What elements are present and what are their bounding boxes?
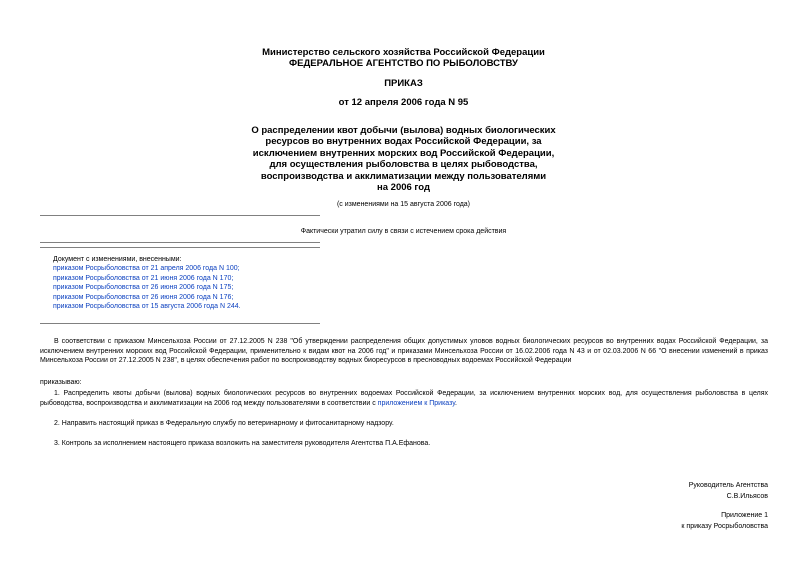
amendment-link[interactable]: приказом Росрыболовства от 21 июня 2006 года N 170; — [53, 274, 234, 282]
appendix-line: Приложение 1 — [721, 512, 768, 519]
title-line: О распределении квот добычи (вылова) водных биологических — [251, 125, 556, 136]
invalid-note: Фактически утратил силу в связи с истечением срока действия — [300, 228, 507, 235]
title-line: на 2006 год — [377, 182, 430, 194]
amended-note: (с изменениями на 15 августа 2006 года) — [336, 201, 471, 208]
divider — [40, 242, 320, 243]
agency-name: ФЕДЕРАЛЬНОЕ АГЕНТСТВО ПО РЫБОЛОВСТВУ — [289, 58, 518, 69]
title-line: ресурсов во внутренних водах Российской Федерации, за — [265, 136, 542, 148]
changes-block — [53, 255, 241, 311]
appendix-link[interactable]: приложением к Приказу — [377, 399, 456, 407]
order-item-1 — [40, 389, 768, 408]
document-title — [0, 125, 807, 193]
order-word: приказываю: — [40, 379, 82, 386]
appendix-line: к приказу Росрыболовства — [681, 522, 768, 530]
order-item-1-end: . — [455, 399, 457, 407]
order-item-3: 3. Контроль за исполнением настоящего приказа возложить на заместителя руководителя Агентства П.А.Ефанова. — [54, 440, 431, 447]
amendment-link[interactable]: приказом Росрыболовства от 15 августа 2006 года N 244. — [53, 303, 241, 311]
title-line: исключением внутренних морских вод Российской Федерации, — [252, 147, 555, 159]
divider — [40, 323, 320, 324]
signature-block — [689, 481, 768, 502]
divider — [40, 215, 320, 216]
amendment-link[interactable]: приказом Росрыболовства от 26 июня 2006 года N 176; — [53, 293, 234, 301]
order-item-2: 2. Направить настоящий приказ в Федеральную службу по ветеринарному и фитосанитарному надзору. — [54, 420, 394, 427]
amendment-link[interactable]: приказом Росрыболовства от 21 апреля 2006 года N 100; — [53, 265, 240, 273]
amendment-link[interactable]: приказом Росрыболовства от 26 июня 2006 года N 175; — [53, 284, 234, 292]
document-type: ПРИКАЗ — [384, 78, 423, 89]
divider — [40, 247, 320, 248]
document-date-number: от 12 апреля 2006 года N 95 — [338, 97, 469, 108]
appendix-reference — [681, 511, 768, 532]
title-line: для осуществления рыболовства в целях рыбоводства, — [269, 159, 538, 171]
preamble-paragraph: В соответствии с приказом Минсельхоза России от 27.12.2005 N 238 "Об утверждении распределения общих допустимых уловов водных биологических ресурсов во внутренних водах Российской Федерации, за исключением внутренних морских вод Российской Федерации, применительно к видам квот на 2006 год" и приказами Минсельхоза России от 16.02.2006 года N 43 и от 02.03.2006 N 66 "О внесении изменений в приказ Минсельхоза России от 27.12.2005 N 238", в целях обеспечения работ по воспроизводству водных биоресурсов в пресноводных водоемах Российской Федерации — [40, 338, 768, 365]
order-item-1-text: 1. Распределить квоты добычи (вылова) водных биологических ресурсов во внутренних водоемах Российской Федерации, за исключением внутренних морских вод, для осуществления рыболовства в целях рыбоводства, воспроизводства и акклиматизации на 2006 год между пользователями в соответствии с — [40, 390, 768, 407]
signature-name: С.В.Ильясов — [726, 492, 768, 500]
signature-position: Руководитель Агентства — [688, 482, 768, 489]
ministry-name: Министерство сельского хозяйства Российской Федерации — [262, 47, 545, 58]
title-line: воспроизводства и акклиматизации между пользователями — [260, 170, 547, 182]
changes-intro: Документ с изменениями, внесенными: — [53, 256, 182, 263]
